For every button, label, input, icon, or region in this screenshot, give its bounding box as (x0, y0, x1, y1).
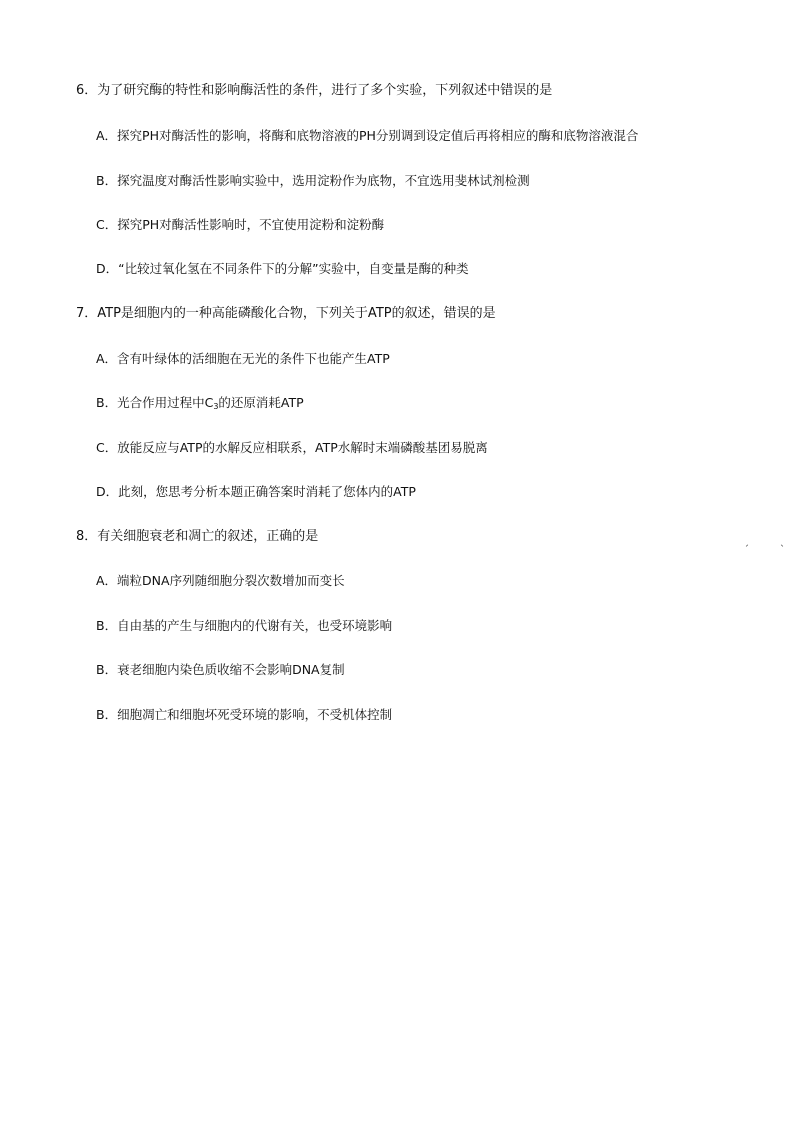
question-8-option-b: B．自由基的产生与细胞内的代谢有关，也受环境影响 (96, 618, 393, 633)
question-7-option-b (96, 394, 304, 416)
question-7-option-d: D．此刻，您思考分析本题正确答案时消耗了您体内的ATP (96, 484, 416, 499)
question-7-option-c: C．放能反应与ATP的水解反应相联系，ATP水解时末端磷酸基团易脱离 (96, 440, 488, 455)
question-8-stem: 8．有关细胞衰老和凋亡的叙述，正确的是 (76, 529, 319, 544)
question-6-option-b: B．探究温度对酶活性影响实验中，选用淀粉作为底物，不宜选用斐林试剂检测 (96, 173, 530, 188)
margin-mark-2: ˎ (780, 536, 785, 547)
question-7-option-b-text-before: B．光合作用过程中C (96, 395, 214, 410)
question-8-option-a: A．端粒DNA序列随细胞分裂次数增加而变长 (96, 573, 345, 588)
question-6-option-a: A．探究PH对酶活性的影响，将酶和底物溶液的PH分别调到设定值后再将相应的酶和底物溶液混合 (96, 128, 639, 143)
question-8-option-c: B．衰老细胞内染色质收缩不会影响DNA复制 (96, 662, 345, 677)
question-7-option-b-text-after: 的还原消耗ATP (218, 395, 304, 410)
question-7-option-b-subscript: 3 (213, 402, 219, 411)
question-6-option-c: C．探究PH对酶活性影响时，不宜使用淀粉和淀粉酶 (96, 217, 385, 232)
question-7-stem: 7．ATP是细胞内的一种高能磷酸化合物，下列关于ATP的叙述，错误的是 (76, 306, 496, 321)
question-7-option-a: A．含有叶绿体的活细胞在无光的条件下也能产生ATP (96, 351, 390, 366)
question-6-stem: 6．为了研究酶的特性和影响酶活性的条件，进行了多个实验，下列叙述中错误的是 (76, 83, 553, 98)
question-8-option-d: B．细胞凋亡和细胞坏死受环境的影响，不受机体控制 (96, 707, 393, 722)
margin-mark-1: ˏ (744, 536, 749, 547)
question-6-option-d: D．“比较过氧化氢在不同条件下的分解”实验中，自变量是酶的种类 (96, 261, 469, 276)
